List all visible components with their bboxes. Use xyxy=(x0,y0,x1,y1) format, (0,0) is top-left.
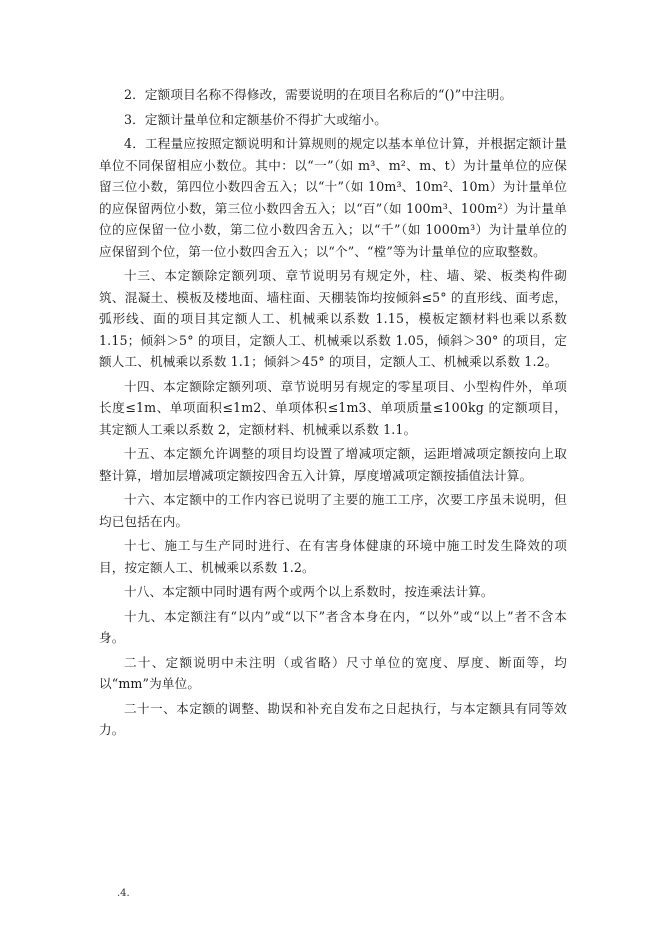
page-body xyxy=(99,84,567,744)
paragraph-clause-16: 十六、本定额中的工作内容已说明了主要的施工工序，次要工序虽未说明，但均已包括在内。 xyxy=(99,492,567,529)
paragraph-item-4: 4．工程量应按照定额说明和计算规则的规定以基本单位计算，并根据定额计量单位不同保留相应小数位。其中：以“一”（如 m³、m²、m、t）为计量单位的应保留三位小数，第四位小数四舍五入；以“十”（如 10m³、10m²、10m）为计量单位的应保留两位小数，第三位小数四舍五入；以“百”（如 100m³、100m²）为计量单位的应保留一位小数，第二位小数四舍五入；以“千”（如 1000m³）为计量单位的应保留到个位，第一位小数四舍五入；以“个”、“樘”等为计量单位的应取整数。 xyxy=(99,136,567,259)
paragraph-item-3: 3．定额计量单位和定额基价不得扩大或缩小。 xyxy=(124,111,388,127)
paragraph-clause-18: 十八、本定额中同时遇有两个或两个以上系数时，按连乘法计算。 xyxy=(124,584,494,599)
paragraph-clause-21: 二十一、本定额的调整、勘误和补充自发布之日起执行，与本定额具有同等效力。 xyxy=(99,700,567,737)
paragraph-clause-14: 十四、本定额除定额列项、章节说明另有规定的零星项目、小型构件外，单项长度≤1m、单项面积≤1m2、单项体积≤1m3、单项质量≤100kg 的定额项目，其定额人工乘以系数 2，定额材料、机械乘以系数 1.1。 xyxy=(99,378,567,437)
paragraph-clause-17: 十七、施工与生产同时进行、在有害身体健康的环境中施工时发生降效的项目，按定额人工、机械乘以系数 1.2。 xyxy=(99,538,567,575)
page-number: .4. xyxy=(117,888,130,899)
paragraph-clause-13: 十三、本定额除定额列项、章节说明另有规定外，柱、墙、梁、板类构件砌筑、混凝土、模板及楼地面、墙柱面、天棚装饰均按倾斜≤5° 的直形线、面考虑，弧形线、面的项目其定额人工、机械乘以系数 1.15，模板定额材料也乘以系数 1.15；倾斜＞5° 的项目，定额人工、机械乘以系数 1.05，倾斜＞30° 的项目，定额人工、机械乘以系数 1.1；倾斜＞45° 的项目，定额人工、机械乘以系数 1.2。 xyxy=(99,268,567,369)
paragraph-clause-19: 十九、本定额注有“以内”或“以下”者含本身在内，“以外”或“以上”者不含本身。 xyxy=(99,608,567,645)
paragraph-clause-20: 二十、定额说明中未注明（或省略）尺寸单位的宽度、厚度、断面等，均以“mm”为单位。 xyxy=(99,654,567,691)
paragraph-item-2: 2．定额项目名称不得修改，需要说明的在项目名称后的“()”中注明。 xyxy=(124,87,513,102)
paragraph-clause-15: 十五、本定额允许调整的项目均设置了增减项定额，运距增减项定额按向上取整计算，增加层增减项定额按四舍五入计算，厚度增减项定额按插值法计算。 xyxy=(99,446,567,483)
